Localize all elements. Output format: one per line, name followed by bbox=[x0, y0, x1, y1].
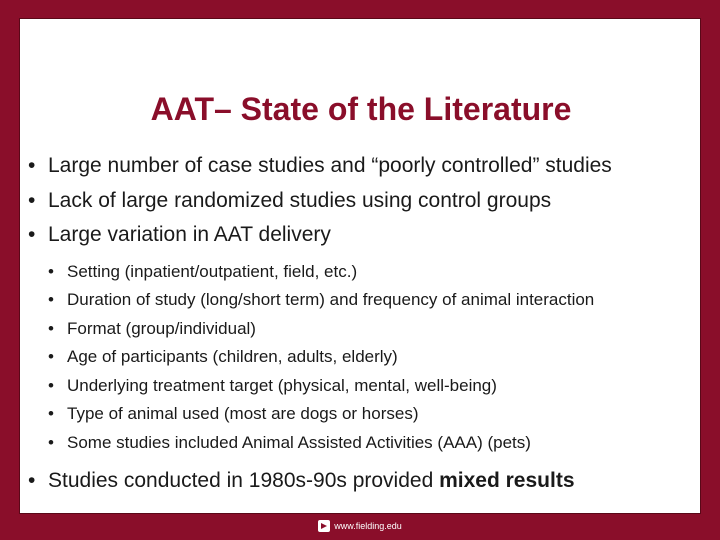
footer bbox=[0, 516, 720, 536]
bullet-dot: • bbox=[28, 154, 36, 177]
sub-bullet-list bbox=[20, 258, 702, 458]
bullet-dot: • bbox=[48, 347, 54, 367]
sub-bullet-item bbox=[20, 258, 702, 287]
sub-bullet-text: Some studies included Animal Assisted Activities (AAA) (pets) bbox=[67, 433, 531, 453]
bullet-dot: • bbox=[48, 433, 54, 453]
footer-url[interactable]: www.fielding.edu bbox=[334, 521, 402, 531]
bullet-text: Studies conducted in 1980s-90s provided bbox=[48, 468, 440, 492]
sub-bullet-text: Type of animal used (most are dogs or horses) bbox=[67, 404, 419, 424]
bullet-dot: • bbox=[48, 261, 54, 281]
bullet-text: Large variation in AAT delivery bbox=[48, 223, 331, 246]
bullet-dot: • bbox=[48, 404, 54, 424]
fielding-logo-icon bbox=[318, 520, 330, 532]
bullet-dot: • bbox=[28, 188, 36, 212]
sub-bullet-text: Age of participants (children, adults, elderly) bbox=[67, 347, 398, 367]
sub-bullet-text: Setting (inpatient/outpatient, field, etc.) bbox=[67, 261, 358, 281]
bullet-item bbox=[20, 464, 702, 499]
slide-title: AAT– State of the Literature bbox=[150, 91, 572, 127]
bullet-dot: • bbox=[48, 375, 54, 395]
sub-bullet-item bbox=[20, 315, 702, 344]
bullet-dot: • bbox=[28, 468, 36, 492]
sub-bullet-text: Duration of study (long/short term) and frequency of animal interaction bbox=[67, 290, 595, 310]
sub-bullet-text: Underlying treatment target (physical, mental, well-being) bbox=[67, 375, 497, 395]
bullet-dot: • bbox=[28, 223, 36, 246]
sub-bullet-group bbox=[20, 258, 702, 458]
bullet-item bbox=[20, 184, 702, 219]
sub-bullet-item bbox=[20, 372, 702, 401]
bullet-text: Large number of case studies and “poorly controlled” studies bbox=[48, 154, 612, 177]
sub-bullet-item bbox=[20, 286, 702, 315]
slide-panel bbox=[19, 18, 701, 514]
sub-bullet-item bbox=[20, 429, 702, 458]
bullet-list bbox=[20, 149, 702, 498]
bullet-text: Lack of large randomized studies using control groups bbox=[48, 188, 552, 212]
sub-bullet-text: Format (group/individual) bbox=[67, 318, 256, 338]
sub-bullet-item bbox=[20, 400, 702, 429]
bullet-dot: • bbox=[48, 318, 54, 338]
bullet-dot: • bbox=[48, 290, 54, 310]
sub-bullet-item bbox=[20, 343, 702, 372]
bullet-item bbox=[20, 149, 702, 184]
bullet-item bbox=[20, 218, 702, 253]
bullet-bold-text: mixed results bbox=[439, 468, 575, 492]
